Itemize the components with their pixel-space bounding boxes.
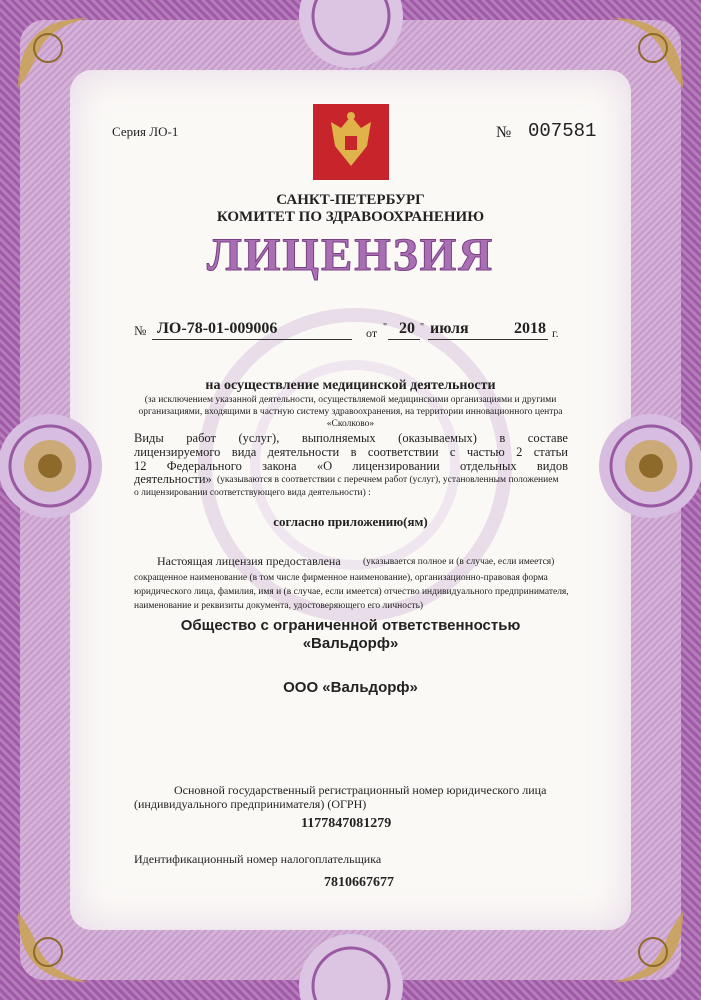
license-number: ЛО-78-01-009006	[157, 320, 278, 337]
coat-of-arms-icon	[309, 100, 393, 184]
granted-note-line: наименование и реквизиты документа, удостоверяющего его личность)	[134, 601, 424, 611]
inn-label: Идентификационный номер налогоплательщика	[134, 852, 382, 866]
corner-ornament-icon	[8, 8, 96, 96]
corner-ornament-icon	[605, 8, 693, 96]
blank-number-sign: №	[496, 124, 512, 141]
ogrn-label-line1: Основной государственный регистрационный номер юридического лица	[174, 783, 547, 797]
city: САНКТ-ПЕТЕРБУРГ	[276, 192, 425, 208]
activity-note-line: «Сколково»	[326, 419, 375, 429]
license-number-underline	[152, 339, 352, 340]
license-no-label: №	[134, 323, 147, 338]
granted-main: Настоящая лицензия предоставлена	[157, 554, 341, 568]
license-from-label: от	[366, 326, 378, 340]
document-title: ЛИЦЕНЗИЯ	[206, 229, 495, 281]
license-year: 2018	[514, 320, 546, 337]
org-full-name-line2: «Вальдорф»	[302, 635, 399, 652]
rosette-ornament-icon	[295, 930, 407, 1000]
works-last-main: деятельности»	[134, 472, 212, 486]
blank-number: 007581	[528, 120, 597, 142]
works-note-line: о лицензировании соответствующего вида деятельности) :	[134, 488, 371, 498]
granted-note-line: юридического лица, фамилия, имя и (в случае, если имеется) отчество индивидуального предпринимателя,	[134, 587, 569, 597]
ogrn-value: 1177847081279	[301, 816, 392, 831]
works-line: лицензируемого вида деятельности в соответствии с частью 2 статьи	[134, 445, 568, 459]
activity-note-line: организациями, входящими в частную систему здравоохранения, на территории инновационного центра	[138, 407, 563, 417]
corner-ornament-icon	[605, 904, 693, 992]
works-line: 12 Федерального закона «О лицензировании отдельных видов	[134, 459, 568, 473]
org-full-name-line1: Общество с ограниченной ответственностью	[180, 617, 521, 634]
corner-ornament-icon	[8, 904, 96, 992]
issuer: КОМИТЕТ ПО ЗДРАВООХРАНЕНИЮ	[216, 209, 485, 225]
per-appendix: согласно приложению(ям)	[273, 514, 428, 529]
quote-close: "	[420, 322, 425, 333]
org-short-name: ООО «Вальдорф»	[283, 679, 418, 696]
granted-note-first: (указывается полное и (в случае, если имеется)	[363, 557, 555, 567]
quote-open: "	[383, 322, 388, 333]
date-underline	[428, 339, 548, 340]
activity-title: на осуществление медицинской деятельности	[205, 378, 496, 393]
works-line: Виды работ (услуг), выполняемых (оказываемых) в составе	[134, 431, 568, 445]
inn-value: 7810667677	[324, 875, 394, 890]
license-month: июля	[430, 320, 469, 337]
license-day: 20	[399, 320, 415, 337]
granted-note-line: сокращенное наименование (в том числе фирменное наименование), организационно-правовая форма	[134, 573, 548, 583]
ogrn-label-line2: (индивидуального предпринимателя) (ОГРН)	[134, 797, 367, 811]
activity-note-line: (за исключением указанной деятельности, осуществляемой медицинскими организациями и другими	[144, 395, 557, 405]
works-last-note: (указываются в соответствии с перечнем работ (услуг), установленным положением	[217, 475, 559, 485]
year-suffix: г.	[552, 326, 559, 340]
rosette-ornament-icon	[295, 0, 407, 72]
series-label: Серия ЛО-1	[112, 124, 179, 139]
day-underline	[388, 339, 420, 340]
